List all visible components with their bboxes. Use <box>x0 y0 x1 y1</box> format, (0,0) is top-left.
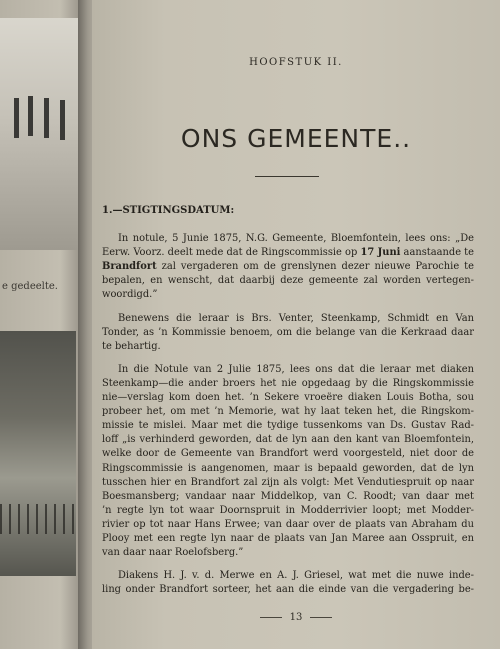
building-photo <box>0 18 78 250</box>
page-number <box>92 612 500 623</box>
book-page <box>92 0 500 649</box>
text-run: zal vergaderen om de grenslynen dezer nieuwe Parochie te <box>161 261 474 273</box>
section-heading: 1.—STIGTINGSDATUM: <box>102 205 235 216</box>
page-title: ONS GEMEENTE.. <box>180 124 412 153</box>
text-line: ’n regte lyn tot waar Doornspruit in Modderrivier loopt; met Modder- <box>102 504 474 516</box>
text-line: In notule, 5 Junie 1875, N.G. Gemeente, Bloemfontein, lees ons: „De <box>118 233 474 244</box>
text-line: probeer het, om met ’n Memorie, wat hy laat teken het, die Ringskom- <box>102 406 474 418</box>
text-line: In die Notule van 2 Julie 1875, lees ons dat die leraar met diaken <box>118 363 474 375</box>
title-divider <box>255 176 319 177</box>
fence-graphic <box>0 504 76 534</box>
text-line: nie—verslag kom doen het. ’n Sekere vroeëre diaken Louis Botha, sou <box>102 392 474 403</box>
text-line: Ringscommissie is aangenomen, maar is bepaald geworden, dat de lyn <box>102 462 474 474</box>
bold-run: Brandfort <box>102 261 157 273</box>
text-line: te behartig. <box>102 340 161 352</box>
text-line: Diakens H. J. v. d. Merwe en A. J. Griesel, wat met die nuwe inde- <box>118 570 474 582</box>
text-run: Eerw. Voorz. deelt mede dat de Ringscommissie op <box>102 247 361 259</box>
text-line: van daar naar Roelofsberg.” <box>102 547 244 559</box>
text-line: Steenkamp—die ander broers het nie opgedaag by die Ringskommissie <box>102 377 474 389</box>
text-line: tusschen hier en Brandfort zal zijn als volgt: Met Vendutiespruit op naar <box>102 476 474 488</box>
text-line: bepalen, en wenscht, dat daarbij deze gemeente zal worden vertegen- <box>102 275 474 287</box>
chapter-heading: HOOFSTUK II. <box>249 57 343 68</box>
photo-caption: e gedeelte. <box>2 281 58 292</box>
text-line: Benewens die leraar is Brs. Venter, Steenkamp, Schmidt en Van <box>118 312 474 324</box>
text-line: woordigd.” <box>102 289 158 301</box>
page-number-text: 13 <box>289 612 303 623</box>
facing-page <box>0 0 86 649</box>
churchyard-photo <box>0 331 76 576</box>
text-line: Tonder, as ’n Kommissie benoem, om die belange van die Kerkraad daar <box>102 326 474 338</box>
text-line: missie te mislei. Maar met die tydige tussenkoms van Ds. Gustav Rad- <box>102 420 474 432</box>
text-line: ling onder Brandfort sorteer, het aan die einde van die vergadering be- <box>102 584 474 596</box>
text-line: rivier op tot naar Hans Erwee; van daar over de plaats van Abraham du <box>102 518 474 530</box>
text-run: aanstaande te <box>400 247 474 259</box>
text-line: welke door de Gemeente van Brandfort werd voorgesteld, niet door de <box>102 448 474 460</box>
text-line <box>102 260 474 274</box>
text-line: Boesmansberg; vandaar naar Middelkop, van C. Roodt; van daar met <box>102 490 474 502</box>
text-line: Plooy met een regte lyn naar de plaats van Jan Maree aan Osspruit, en <box>102 533 474 544</box>
bold-run: 17 Juni <box>360 247 401 259</box>
text-line: loff „is verhinderd geworden, dat de lyn aan den kant van Bloemfontein, <box>102 434 474 446</box>
text-line <box>102 246 474 260</box>
